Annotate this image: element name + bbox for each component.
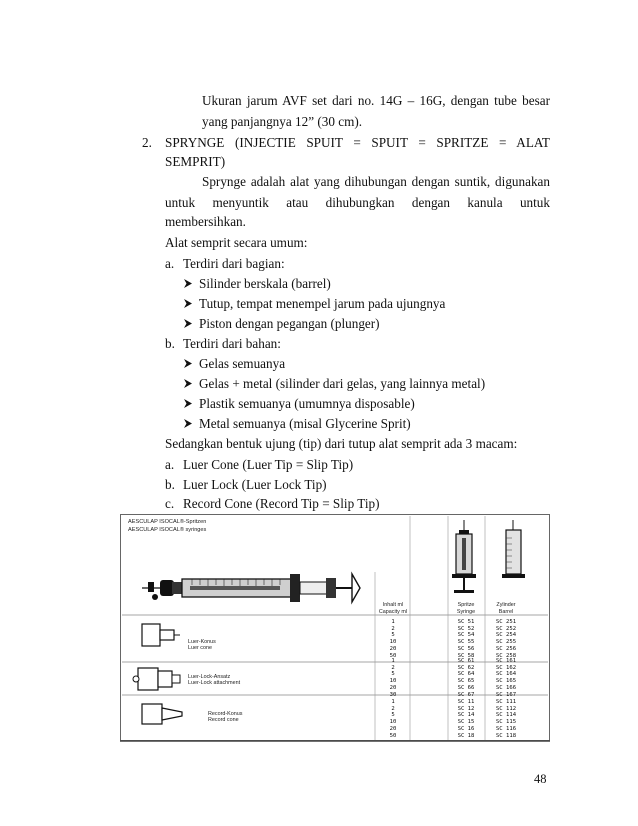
paragraph-line-1: Ukuran jarum AVF set dari no. 14G – 16G, dengan tube besar [202,93,550,108]
arrow-bullet-icon [183,376,199,392]
list-item-text: Piston dengan pegangan (plunger) [199,316,380,331]
tips-intro: Sedangkan bentuk ujung (tip) dari tutup alat semprit ada 3 macam: [165,436,518,451]
list-item-text: Gelas + metal (silinder dari gelas, yang lainnya metal) [199,376,486,391]
arrow-bullet-icon [183,296,199,312]
list-item [183,316,380,332]
syringe-main-icon [142,574,360,602]
row-label: Record-Konus [208,711,243,717]
syringe-cell: SC 11 SC 12 SC 14 SC 15 SC 16 SC 18 [457,699,475,739]
row-label: Luer-Lock-Ansatz [188,674,231,680]
list-item-text: Silinder berskala (barrel) [199,276,331,291]
desc-line-1: Sprynge adalah alat yang dihubungan dengan suntik, digunakan [202,174,550,189]
capacity-cell: 1 2 5 10 20 50 [389,699,397,739]
arrow-bullet-icon [183,276,199,292]
arrow-bullet-icon [183,316,199,332]
col-header-syringe: Spritze Syringe [456,602,476,615]
intro-text: Alat semprit secara umum: [165,235,308,250]
desc-line-3: membersihkan. [165,214,246,229]
capacity-cell: 1 2 5 10 20 30 [389,658,397,698]
syringe-cell: SC 51 SC 52 SC 54 SC 55 SC 56 SC 58 [457,619,475,659]
syringe-figure [120,512,550,744]
luer-lock-tip-icon [133,668,180,690]
barrel-icon [502,520,525,578]
list-item-text: Metal semuanya (misal Glycerine Sprit) [199,416,411,431]
desc-wrap-2 [165,195,550,211]
section-title-line-2: SEMPRIT) [165,154,226,169]
row-label: Record cone [208,717,239,723]
list-item [183,376,485,392]
list-item [183,416,411,432]
row-label: Luer cone [188,645,212,651]
barrel-cell: SC 111 SC 112 SC 114 SC 115 SC 116 SC 118 [495,699,517,739]
tip-marker: a. [165,457,175,472]
arrow-bullet-icon [183,416,199,432]
sub-a-marker: a. [165,256,175,271]
capacity-cell: 1 2 5 10 20 50 [389,619,397,659]
sub-b-marker: b. [165,336,175,351]
syringe-cell: SC 61 SC 62 SC 64 SC 65 SC 66 SC 67 [457,658,475,698]
text-line [202,93,550,109]
arrow-bullet-icon [183,396,199,412]
figure-caption-1: AESCULAP ISOCAL®-Spritzen [128,519,207,525]
list-item-text: Gelas semuanya [199,356,286,371]
section-title-line-1: SPRYNGE (INJECTIE SPUIT = SPUIT = SPRITZE = ALAT [165,135,550,150]
col-header-capacity: Inhalt ml Capacity ml [378,602,408,615]
tip-marker: c. [165,496,175,511]
sub-a-label: Terdiri dari bagian: [183,256,285,271]
desc-wrap-1 [202,174,550,190]
list-item-text: Plastik semuanya (umumnya disposable) [199,396,415,411]
barrel-cell: SC 251 SC 252 SC 254 SC 255 SC 256 SC 258 [495,619,517,659]
list-item [183,276,331,292]
list-item [183,396,415,412]
section-number: 2. [142,135,152,150]
tip-text: Record Cone (Record Tip = Slip Tip) [183,496,380,511]
barrel-cell: SC 161 SC 162 SC 164 SC 165 SC 166 SC 167 [495,658,517,698]
tip-text: Luer Lock (Luer Lock Tip) [183,477,327,492]
paragraph-line-2: yang panjangnya 12” (30 cm). [202,114,363,129]
row-label: Luer-Konus [188,639,216,645]
section-title-wrap [165,135,550,151]
luer-cone-tip-icon [142,624,180,646]
arrow-bullet-icon [183,356,199,372]
syringe-vertical-icon [452,520,476,593]
tip-marker: b. [165,477,175,492]
page-number: 48 [534,772,547,786]
desc-line-2: untuk menyuntik atau dihubungkan dengan kanula untuk [165,195,550,210]
list-item [183,356,285,372]
figure-caption-2: AESCULAP ISOCAL® syringes [128,527,207,533]
list-item [183,296,445,312]
tip-text: Luer Cone (Luer Tip = Slip Tip) [183,457,354,472]
sub-b-label: Terdiri dari bahan: [183,336,281,351]
row-label: Luer-Lock attachment [188,680,241,686]
record-cone-tip-icon [142,704,182,724]
list-item-text: Tutup, tempat menempel jarum pada ujungnya [199,296,446,311]
col-header-barrel: Zylinder Barrel [496,602,516,615]
